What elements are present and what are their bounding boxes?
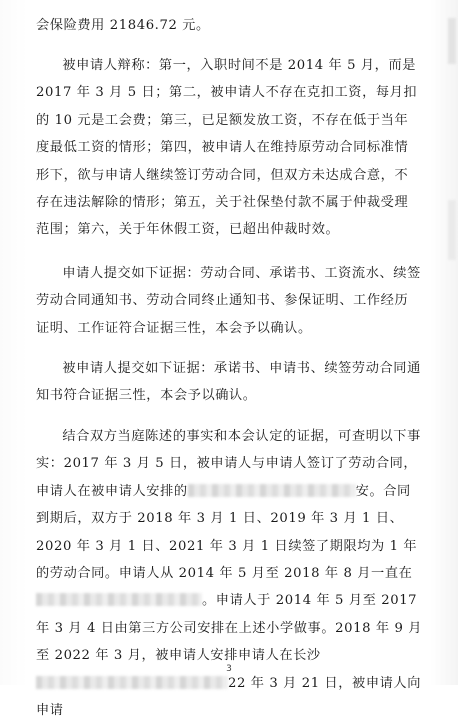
paragraph-text-b: 安。合同到期后，双方于 2018 年 3 月 1 日、2019 年 3 月 1 日、2020 年 3 月 1 日、2021 年 3 月 1 日续签了期限均为 1 年的劳动合同。申请人从 2014 年 5 月至 2018 年 8 月一直在 xyxy=(36,483,418,582)
redacted-region xyxy=(36,593,202,606)
paragraph-text: 会保险费用 21846.72 元。 xyxy=(36,18,210,33)
paragraph-applicant-evidence xyxy=(36,260,422,342)
paragraph-text-d: 22 年 3 月 21 日，被申请人向申请 xyxy=(36,675,421,719)
paragraph-respondent-evidence xyxy=(36,355,422,410)
redacted-region xyxy=(36,676,228,689)
paragraph-respondent-defense xyxy=(36,52,422,244)
paragraph-text: 申请人提交如下证据：劳动合同、承诺书、工资流水、续签劳动合同通知书、劳动合同终止通知书、参保证明、工作经历证明、工作证符合证据三性，本会予以确认。 xyxy=(36,266,421,336)
page-number: 3 xyxy=(226,664,232,674)
paragraph-text-a: 结合双方当庭陈述的事实和本会认定的证据，可查明以下事实：2017 年 3 月 5 日，被申请人与申请人签订了劳动合同，申请人在被申请人安排的 xyxy=(36,429,421,499)
scan-edge-mark xyxy=(448,18,456,64)
paragraph-text: 被申请人提交如下证据：承诺书、申请书、续签劳动合同通知书符合证据三性，本会予以确认。 xyxy=(36,361,421,404)
paragraph-findings xyxy=(36,423,422,724)
paragraph-text-c: 。申请人于 2014 年 5 月至 2017 年 3 月 4 日由第三方公司安排在上述小学做事。2018 年 9 月至 2022 年 3 月，被申请人安排申请人在长沙 xyxy=(36,593,423,664)
paragraph-continuation xyxy=(36,12,422,39)
paragraph-text: 被申请人辩称：第一，入职时间不是 2014 年 5 月，而是 2017 年 3 月 5 日；第二，被申请人不存在克扣工资，每月扣的 10 元是工会费；第三，已足额发放工资，不存在低于当年度最低工资的情形；第四，被申请人在维持原劳动合同标准情形下，欲与申请人继续签订劳动合同，但双方未达成合意，不存在违法解除的情形；第五，关于社保垫付款不属于仲裁受理范围；第六，关于年休假工资，已超出仲裁时效。 xyxy=(36,58,418,238)
redacted-region xyxy=(188,484,356,497)
scan-edge-mark xyxy=(448,200,456,260)
